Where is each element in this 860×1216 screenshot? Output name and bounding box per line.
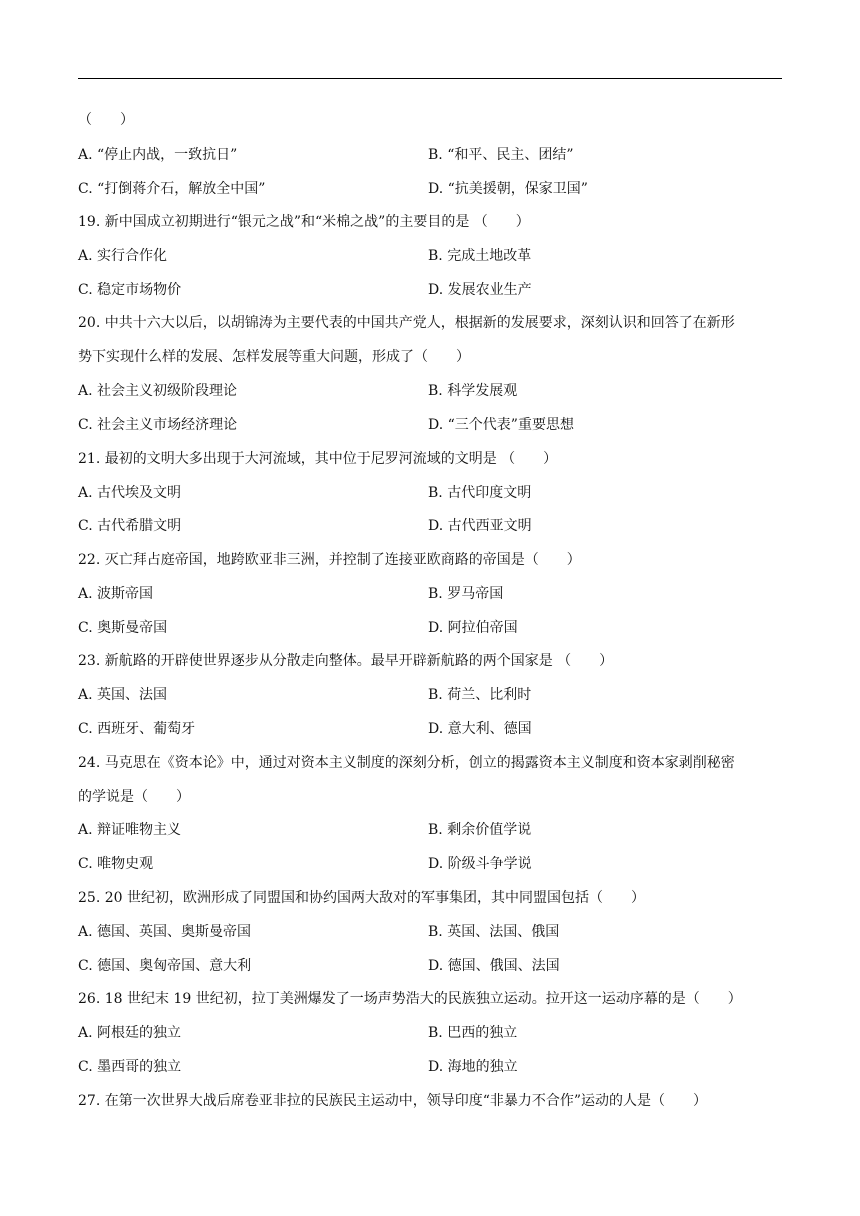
q18-option-b: B. “和平、民主、团结” (428, 147, 574, 163)
q19-option-d: D. 发展农业生产 (428, 282, 532, 298)
q19-question: 19. 新中国成立初期进行“银元之战”和“米棉之战”的主要目的是 （ ） (78, 214, 530, 230)
q18-answer-bracket: （ ） (78, 112, 134, 128)
q18-option-d: D. “抗美援朝，保家卫国” (428, 181, 588, 197)
q26-option-c: C. 墨西哥的独立 (78, 1059, 182, 1075)
q26-option-b: B. 巴西的独立 (428, 1025, 518, 1041)
q20-option-b: B. 科学发展观 (428, 383, 518, 399)
q22-option-c: C. 奥斯曼帝国 (78, 620, 168, 636)
q26-option-d: D. 海地的独立 (428, 1059, 518, 1075)
q19-option-c: C. 稳定市场物价 (78, 282, 182, 298)
q23-question: 23. 新航路的开辟使世界逐步从分散走向整体。最早开辟新航路的两个国家是 （ ） (78, 653, 614, 669)
q25-option-a: A. 德国、英国、奥斯曼帝国 (78, 924, 252, 940)
q23-option-b: B. 荷兰、比利时 (428, 687, 532, 703)
q18-option-c: C. “打倒蒋介石，解放全中国” (78, 181, 266, 197)
q20-option-c: C. 社会主义市场经济理论 (78, 417, 238, 433)
q25-option-c: C. 德国、奥匈帝国、意大利 (78, 958, 252, 974)
q24-option-a: A. 辩证唯物主义 (78, 822, 182, 838)
q18-option-a: A. “停止内战，一致抗日” (78, 147, 238, 163)
q20-option-a: A. 社会主义初级阶段理论 (78, 383, 238, 399)
q22-option-d: D. 阿拉伯帝国 (428, 620, 518, 636)
q27-question: 27. 在第一次世界大战后席卷亚非拉的民族民主运动中，领导印度“非暴力不合作”运动的人是（ ） (78, 1093, 708, 1109)
q24-question-line1: 24. 马克思在《资本论》中，通过对资本主义制度的深刻分析，创立的揭露资本主义制度和资本家剥削秘密 (78, 755, 735, 771)
q26-question: 26. 18 世纪末 19 世纪初，拉丁美洲爆发了一场声势浩大的民族独立运动。拉开这一运动序幕的是（ ） (78, 991, 742, 1007)
q22-option-a: A. 波斯帝国 (78, 586, 154, 602)
q23-option-a: A. 英国、法国 (78, 687, 168, 703)
q20-question-line2: 势下实现什么样的发展、怎样发展等重大问题，形成了（ ） (78, 349, 470, 365)
q19-option-b: B. 完成土地改革 (428, 248, 532, 264)
q23-option-d: D. 意大利、德国 (428, 721, 532, 737)
header-rule (78, 78, 782, 79)
q25-option-d: D. 德国、俄国、法国 (428, 958, 560, 974)
q21-option-b: B. 古代印度文明 (428, 485, 532, 501)
q24-question-line2: 的学说是（ ） (78, 789, 190, 805)
q21-question: 21. 最初的文明大多出现于大河流域，其中位于尼罗河流域的文明是 （ ） (78, 451, 558, 467)
q23-option-c: C. 西班牙、葡萄牙 (78, 721, 196, 737)
q22-option-b: B. 罗马帝国 (428, 586, 504, 602)
q24-option-d: D. 阶级斗争学说 (428, 856, 532, 872)
q25-option-b: B. 英国、法国、俄国 (428, 924, 560, 940)
q20-option-d: D. “三个代表”重要思想 (428, 417, 574, 433)
q20-question-line1: 20. 中共十六大以后，以胡锦涛为主要代表的中国共产党人，根据新的发展要求，深刻认识和回答了在新形 (78, 315, 735, 331)
q21-option-a: A. 古代埃及文明 (78, 485, 182, 501)
q19-option-a: A. 实行合作化 (78, 248, 168, 264)
q21-option-c: C. 古代希腊文明 (78, 518, 182, 534)
q21-option-d: D. 古代西亚文明 (428, 518, 532, 534)
q24-option-b: B. 剩余价值学说 (428, 822, 532, 838)
q22-question: 22. 灭亡拜占庭帝国，地跨欧亚非三洲，并控制了连接亚欧商路的帝国是（ ） (78, 552, 581, 568)
q25-question: 25. 20 世纪初，欧洲形成了同盟国和协约国两大敌对的军事集团，其中同盟国包括（ ） (78, 890, 645, 906)
q24-option-c: C. 唯物史观 (78, 856, 154, 872)
q26-option-a: A. 阿根廷的独立 (78, 1025, 182, 1041)
